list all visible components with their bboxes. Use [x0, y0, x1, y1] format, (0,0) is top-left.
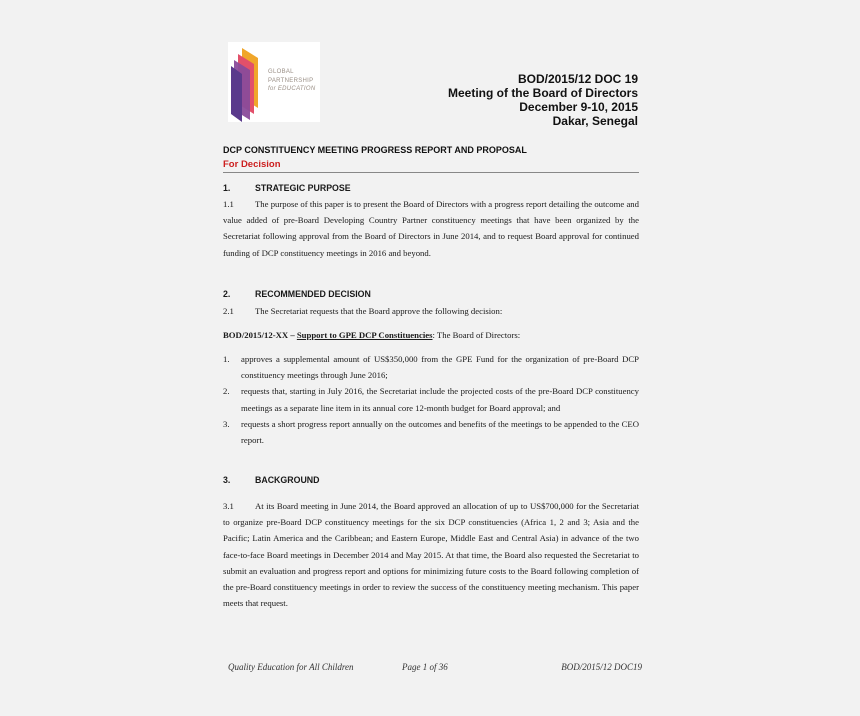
title-divider	[223, 172, 639, 173]
section-1-number: 1.	[223, 183, 231, 193]
footer-tagline: Quality Education for All Children	[228, 662, 354, 672]
decision-item	[223, 383, 639, 415]
decision-title: Support to GPE DCP Constituencies	[296, 330, 433, 340]
meeting-header	[448, 72, 638, 128]
footer-doc-id: BOD/2015/12 DOC19	[561, 662, 642, 672]
paragraph-1-1-number: 1.1	[223, 199, 234, 209]
paragraph-3-1-number: 3.1	[223, 501, 234, 511]
meeting-location: Dakar, Senegal	[552, 114, 638, 128]
section-3-number: 3.	[223, 475, 231, 485]
decision-item-text: requests a short progress report annually on the outcomes and benefits of the meetings to be appended to the CEO report.	[241, 418, 639, 446]
decision-item-text: requests that, starting in July 2016, the Secretariat include the projected costs of the pre-Board DCP constituency meetings as a separate line item in its annual core 12-month budget for Board approval; and	[241, 386, 639, 413]
section-2-title: RECOMMENDED DECISION	[255, 289, 371, 299]
section-2-paragraph	[223, 303, 639, 319]
logo-line-3: for EDUCATION	[268, 86, 316, 92]
book-logo-icon	[228, 44, 264, 122]
decision-suffix: : The Board of Directors:	[432, 330, 521, 340]
paragraph-2-1-number: 2.1	[223, 306, 234, 316]
gpe-logo	[228, 42, 320, 122]
logo-line-2: PARTNERSHIP	[268, 77, 314, 84]
section-1-title: STRATEGIC PURPOSE	[255, 183, 351, 193]
decision-dash: –	[288, 330, 297, 340]
decision-item	[223, 416, 639, 448]
footer-page-number: Page 1 of 36	[402, 662, 448, 672]
section-3-heading	[223, 475, 320, 485]
decision-item-number: 2.	[223, 386, 230, 397]
decision-item-number: 1.	[223, 354, 230, 364]
section-3-paragraph	[223, 498, 639, 611]
section-3-title: BACKGROUND	[255, 475, 320, 485]
decision-item-text: approves a supplemental amount of US$350,000 from the GPE Fund for the organization of pre-Board DCP constituency meetings through June 2016;	[241, 354, 639, 381]
section-2-heading	[223, 289, 371, 299]
document-page	[218, 38, 642, 688]
decision-id: BOD/2015/12-XX	[223, 330, 289, 340]
meeting-dates: December 9-10, 2015	[519, 100, 638, 114]
paragraph-1-1-text: The purpose of this paper is to present the Board of Directors with a progress report detailing the outcome and value added of pre-Board Developing Country Partner constituency meetings that have been organized by the Secretariat following approval from the Board of Directors in June 2014, and to request Board approval for continued funding of DCP constituency meetings in 2016 and beyond.	[223, 199, 639, 258]
logo-text	[268, 68, 315, 94]
section-1-heading	[223, 183, 351, 193]
decision-item-number: 3.	[223, 418, 230, 429]
doc-id: BOD/2015/12 DOC 19	[517, 72, 638, 86]
logo-line-1: GLOBAL	[268, 69, 294, 75]
decision-statement	[223, 327, 639, 343]
decision-item	[223, 351, 639, 383]
report-title: DCP CONSTITUENCY MEETING PROGRESS REPORT AND PROPOSAL	[223, 145, 527, 155]
paragraph-3-1-text: At its Board meeting in June 2014, the Board approved an allocation of up to US$700,000 for the Secretariat to organize pre-Board DCP constituency meetings for the six DCP constituencies (Africa 1, 2 and 3; Asia and the Pacific; Latin America and the Caribbean; and Eastern Europe, Middle East and Central Asia) in advance of the two face-to-face Board meetings in December 2014 and May 2015. At that time, the Board also requested the Secretariat to submit an evaluation and progress report and options for minimizing future costs to the Board following completion of the pre-Board constituency meetings in order to review the success of the constituency meeting mechanism. This paper meets that request.	[223, 501, 639, 609]
for-decision-label: For Decision	[223, 159, 281, 170]
decision-list	[223, 351, 639, 448]
paragraph-2-1-text: The Secretariat requests that the Board approve the following decision:	[255, 306, 503, 316]
meeting-name: Meeting of the Board of Directors	[447, 86, 638, 100]
section-1-paragraph	[223, 196, 639, 261]
section-2-number: 2.	[223, 289, 231, 299]
